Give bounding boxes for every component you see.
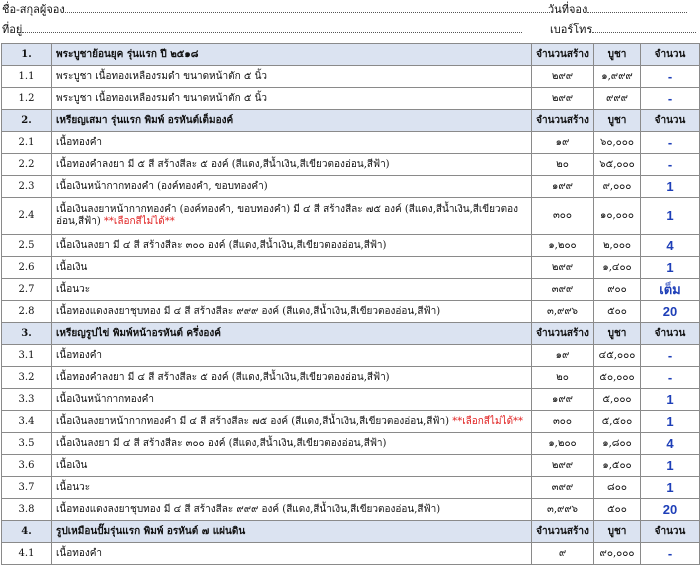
item-made-count: ๑๙ bbox=[532, 132, 594, 154]
item-description-text: เนื้อทองคำลงยา มี ๕ สี สร้างสีละ ๕ องค์ (สีแดง,สีน้ำเงิน,สีเขียวตองอ่อน,สีฟ้า) bbox=[56, 158, 390, 170]
date-line bbox=[548, 0, 687, 18]
item-number: 3.5 bbox=[2, 433, 52, 455]
item-description-text: เนื้อเงินหน้ากากทองคำ bbox=[56, 393, 154, 405]
item-made-count: ๒๙๙ bbox=[532, 257, 594, 279]
item-order-count[interactable]: 1 bbox=[641, 455, 700, 477]
table-row bbox=[2, 543, 700, 565]
address-line bbox=[2, 20, 522, 38]
item-made-count: ๓๐๐ bbox=[532, 411, 594, 433]
section-header-row bbox=[2, 110, 700, 132]
item-number: 2.1 bbox=[2, 132, 52, 154]
section-title: เหรียญเสมา รุ่นแรก พิมพ์ อรหันต์เต็มองค์ bbox=[52, 110, 532, 132]
name-blank[interactable] bbox=[65, 3, 550, 13]
item-description-text: เนื้อทองคำลงยา มี ๔ สี สร้างสีละ ๕ องค์ (สีแดง,สีน้ำเงิน,สีเขียวตองอ่อน,สีฟ้า) bbox=[56, 371, 390, 383]
header-price: บูชา bbox=[594, 44, 641, 66]
item-number: 3.6 bbox=[2, 455, 52, 477]
date-blank[interactable] bbox=[587, 3, 687, 13]
item-description bbox=[52, 66, 532, 88]
item-description-text: เนื้อเงิน bbox=[56, 459, 88, 471]
item-number: 3.8 bbox=[2, 499, 52, 521]
item-price: ๙๙๙ bbox=[594, 88, 641, 110]
item-description bbox=[52, 154, 532, 176]
item-description bbox=[52, 499, 532, 521]
item-price: ๕๐,๐๐๐ bbox=[594, 367, 641, 389]
header-price: บูชา bbox=[594, 521, 641, 543]
item-made-count: ๑,๒๐๐ bbox=[532, 433, 594, 455]
item-description-text: เนื้อเงินลงยา มี ๔ สี สร้างสีละ ๓๐๐ องค์ (สีแดง,สีน้ำเงิน,สีเขียวตองอ่อน,สีฟ้า) bbox=[56, 437, 387, 449]
item-price: ๑,๕๐๐ bbox=[594, 455, 641, 477]
table-row bbox=[2, 176, 700, 198]
item-made-count: ๓๙๙ bbox=[532, 279, 594, 301]
item-description bbox=[52, 235, 532, 257]
table-row bbox=[2, 132, 700, 154]
header-made-count: จำนวนสร้าง bbox=[532, 323, 594, 345]
item-price: ๔๕,๐๐๐ bbox=[594, 345, 641, 367]
table-row bbox=[2, 279, 700, 301]
item-order-count[interactable]: 1 bbox=[641, 389, 700, 411]
item-description-text: พระบูชา เนื้อทองเหลืองรมดำ ขนาดหน้าตัก ๕ นิ้ว bbox=[56, 70, 268, 82]
section-header-row bbox=[2, 44, 700, 66]
item-price: ๖๕,๐๐๐ bbox=[594, 154, 641, 176]
item-order-count[interactable]: 1 bbox=[641, 477, 700, 499]
item-description-text: เนื้อนวะ bbox=[56, 283, 91, 295]
item-order-count[interactable]: - bbox=[641, 66, 700, 88]
table-row bbox=[2, 499, 700, 521]
item-made-count: ๑๙๙ bbox=[532, 176, 594, 198]
item-made-count: ๓๙๙ bbox=[532, 477, 594, 499]
item-order-count[interactable]: - bbox=[641, 367, 700, 389]
item-price: ๕๐๐ bbox=[594, 499, 641, 521]
item-description-text: เนื้อทองคำ bbox=[56, 349, 103, 361]
item-description bbox=[52, 132, 532, 154]
header-order-count: จำนวน bbox=[641, 323, 700, 345]
section-number: 2. bbox=[2, 110, 52, 132]
item-number: 3.1 bbox=[2, 345, 52, 367]
item-order-count[interactable]: 1 bbox=[641, 257, 700, 279]
phone-label: เบอร์โทร bbox=[550, 23, 593, 36]
header-made-count: จำนวนสร้าง bbox=[532, 110, 594, 132]
section-number: 4. bbox=[2, 521, 52, 543]
item-made-count: ๒๐ bbox=[532, 154, 594, 176]
item-number: 3.2 bbox=[2, 367, 52, 389]
item-price: ๙,๐๐๐ bbox=[594, 176, 641, 198]
item-description bbox=[52, 455, 532, 477]
item-description bbox=[52, 411, 532, 433]
date-label: วันที่จอง bbox=[548, 3, 588, 16]
item-order-count[interactable]: - bbox=[641, 543, 700, 565]
item-description-text: เนื้อเงินลงยาหน้ากากทองคำ (องค์ทองคำ, ขอบทองคำ) มี ๔ สี สร้างสีละ ๗๕ องค์ (สีแดง,สีน้ำเงิน,สีเขียวตองอ่อน,สีฟ้า) bbox=[56, 204, 518, 227]
item-price: ๑,๔๐๐ bbox=[594, 257, 641, 279]
item-price: ๘๐๐ bbox=[594, 477, 641, 499]
item-description bbox=[52, 389, 532, 411]
table-row bbox=[2, 345, 700, 367]
item-description bbox=[52, 367, 532, 389]
item-number: 3.7 bbox=[2, 477, 52, 499]
section-title: พระบูชาย้อนยุค รุ่นแรก ปี ๒๕๑๘ bbox=[52, 44, 532, 66]
item-order-count[interactable]: 4 bbox=[641, 235, 700, 257]
item-price: ๙๐,๐๐๐ bbox=[594, 543, 641, 565]
table-row bbox=[2, 301, 700, 323]
address-label: ที่อยู่ bbox=[2, 23, 23, 36]
name-label: ชื่อ-สกุลผู้จอง bbox=[2, 3, 65, 16]
item-description-text: เนื้อนวะ bbox=[56, 481, 91, 493]
item-description bbox=[52, 88, 532, 110]
item-order-count[interactable]: 1 bbox=[641, 198, 700, 235]
section-header-row bbox=[2, 323, 700, 345]
table-row bbox=[2, 235, 700, 257]
section-number: 3. bbox=[2, 323, 52, 345]
table-row bbox=[2, 433, 700, 455]
item-description bbox=[52, 345, 532, 367]
item-number: 4.1 bbox=[2, 543, 52, 565]
item-description bbox=[52, 176, 532, 198]
item-description-text: เนื้อทองแดงลงยาชุบทอง มี ๔ สี สร้างสีละ ๙๙๙ องค์ (สีแดง,สีน้ำเงิน,สีเขียวตองอ่อน,สีฟ้า) bbox=[56, 305, 441, 317]
item-description bbox=[52, 477, 532, 499]
item-description bbox=[52, 543, 532, 565]
item-order-count[interactable]: เต็ม bbox=[641, 279, 700, 301]
phone-line bbox=[550, 20, 696, 38]
item-order-count[interactable]: 20 bbox=[641, 301, 700, 323]
item-made-count: ๒๙๙ bbox=[532, 66, 594, 88]
table-row bbox=[2, 198, 700, 235]
item-made-count: ๑,๒๐๐ bbox=[532, 235, 594, 257]
item-order-count[interactable]: 1 bbox=[641, 411, 700, 433]
item-number: 2.3 bbox=[2, 176, 52, 198]
item-order-count[interactable]: 1 bbox=[641, 176, 700, 198]
table-row bbox=[2, 477, 700, 499]
table-row bbox=[2, 88, 700, 110]
order-header bbox=[0, 0, 700, 42]
item-description-text: พระบูชา เนื้อทองเหลืองรมดำ ขนาดหน้าตัก ๕ นิ้ว bbox=[56, 92, 268, 104]
item-price: ๕,๐๐๐ bbox=[594, 389, 641, 411]
item-number: 2.5 bbox=[2, 235, 52, 257]
header-order-count: จำนวน bbox=[641, 521, 700, 543]
section-title: รูปเหมือนปั๊มรุ่นแรก พิมพ์ อรหันต์ ๗ แผ่นดิน bbox=[52, 521, 532, 543]
item-number: 2.7 bbox=[2, 279, 52, 301]
item-number: 2.2 bbox=[2, 154, 52, 176]
item-description-text: เนื้อทองแดงลงยาชุบทอง มี ๔ สี สร้างสีละ ๙๙๙ องค์ (สีแดง,สีน้ำเงิน,สีเขียวตองอ่อน,สีฟ้า) bbox=[56, 503, 441, 515]
item-made-count: ๑๙๙ bbox=[532, 389, 594, 411]
item-made-count: ๓,๙๙๖ bbox=[532, 499, 594, 521]
item-made-count: ๓,๙๙๖ bbox=[532, 301, 594, 323]
item-number: 1.1 bbox=[2, 66, 52, 88]
item-price: ๕๐๐ bbox=[594, 301, 641, 323]
item-made-count: ๒๙๙ bbox=[532, 455, 594, 477]
item-price: ๑๐,๐๐๐ bbox=[594, 198, 641, 235]
item-order-count[interactable]: 4 bbox=[641, 433, 700, 455]
item-price: ๕,๕๐๐ bbox=[594, 411, 641, 433]
color-note: **เลือกสีไม่ได้** bbox=[103, 216, 175, 227]
item-number: 3.3 bbox=[2, 389, 52, 411]
item-description-text: เนื้อเงิน bbox=[56, 261, 88, 273]
item-number: 2.8 bbox=[2, 301, 52, 323]
item-made-count: ๓๐๐ bbox=[532, 198, 594, 235]
item-order-count[interactable]: - bbox=[641, 88, 700, 110]
header-made-count: จำนวนสร้าง bbox=[532, 521, 594, 543]
item-description bbox=[52, 301, 532, 323]
name-line bbox=[2, 0, 550, 18]
item-made-count: ๙ bbox=[532, 543, 594, 565]
item-description bbox=[52, 279, 532, 301]
item-made-count: ๑๙ bbox=[532, 345, 594, 367]
item-description bbox=[52, 198, 532, 235]
phone-blank[interactable] bbox=[592, 23, 696, 33]
item-price: ๖๐,๐๐๐ bbox=[594, 132, 641, 154]
color-note: **เลือกสีไม่ได้** bbox=[452, 415, 524, 427]
table-row bbox=[2, 154, 700, 176]
item-description-text: เนื้อเงินหน้ากากทองคำ (องค์ทองคำ, ขอบทองคำ) bbox=[56, 180, 268, 192]
section-header-row bbox=[2, 521, 700, 543]
item-made-count: ๒๙๙ bbox=[532, 88, 594, 110]
item-description-text: เนื้อทองคำ bbox=[56, 547, 103, 559]
item-price: ๑,๘๐๐ bbox=[594, 433, 641, 455]
item-number: 3.4 bbox=[2, 411, 52, 433]
item-price: ๒,๐๐๐ bbox=[594, 235, 641, 257]
item-order-count[interactable]: - bbox=[641, 154, 700, 176]
header-price: บูชา bbox=[594, 110, 641, 132]
header-order-count: จำนวน bbox=[641, 44, 700, 66]
address-blank[interactable] bbox=[22, 23, 522, 33]
item-description-text: เนื้อเงินลงยาหน้ากากทองคำ มี ๔ สี สร้างสีละ ๗๕ องค์ (สีแดง,สีน้ำเงิน,สีเขียวตองอ่อน,สีฟ้า) bbox=[56, 415, 450, 427]
item-order-count[interactable]: - bbox=[641, 132, 700, 154]
item-number: 2.6 bbox=[2, 257, 52, 279]
table-row bbox=[2, 66, 700, 88]
item-order-count[interactable]: 20 bbox=[641, 499, 700, 521]
item-description-text: เนื้อทองคำ bbox=[56, 136, 103, 148]
section-number: 1. bbox=[2, 44, 52, 66]
header-made-count: จำนวนสร้าง bbox=[532, 44, 594, 66]
section-title: เหรียญรูปไข่ พิมพ์หน้าอรหันต์ ครึ่งองค์ bbox=[52, 323, 532, 345]
header-price: บูชา bbox=[594, 323, 641, 345]
table-row bbox=[2, 411, 700, 433]
item-description bbox=[52, 433, 532, 455]
table-row bbox=[2, 367, 700, 389]
item-number: 1.2 bbox=[2, 88, 52, 110]
item-description bbox=[52, 257, 532, 279]
item-price: ๙๐๐ bbox=[594, 279, 641, 301]
item-price: ๑,๙๙๙ bbox=[594, 66, 641, 88]
item-description-text: เนื้อเงินลงยา มี ๔ สี สร้างสีละ ๓๐๐ องค์ (สีแดง,สีน้ำเงิน,สีเขียวตองอ่อน,สีฟ้า) bbox=[56, 239, 387, 251]
item-number: 2.4 bbox=[2, 198, 52, 235]
price-table bbox=[1, 43, 700, 565]
item-made-count: ๒๐ bbox=[532, 367, 594, 389]
table-row bbox=[2, 389, 700, 411]
table-row bbox=[2, 455, 700, 477]
item-order-count[interactable]: - bbox=[641, 345, 700, 367]
header-order-count: จำนวน bbox=[641, 110, 700, 132]
table-row bbox=[2, 257, 700, 279]
